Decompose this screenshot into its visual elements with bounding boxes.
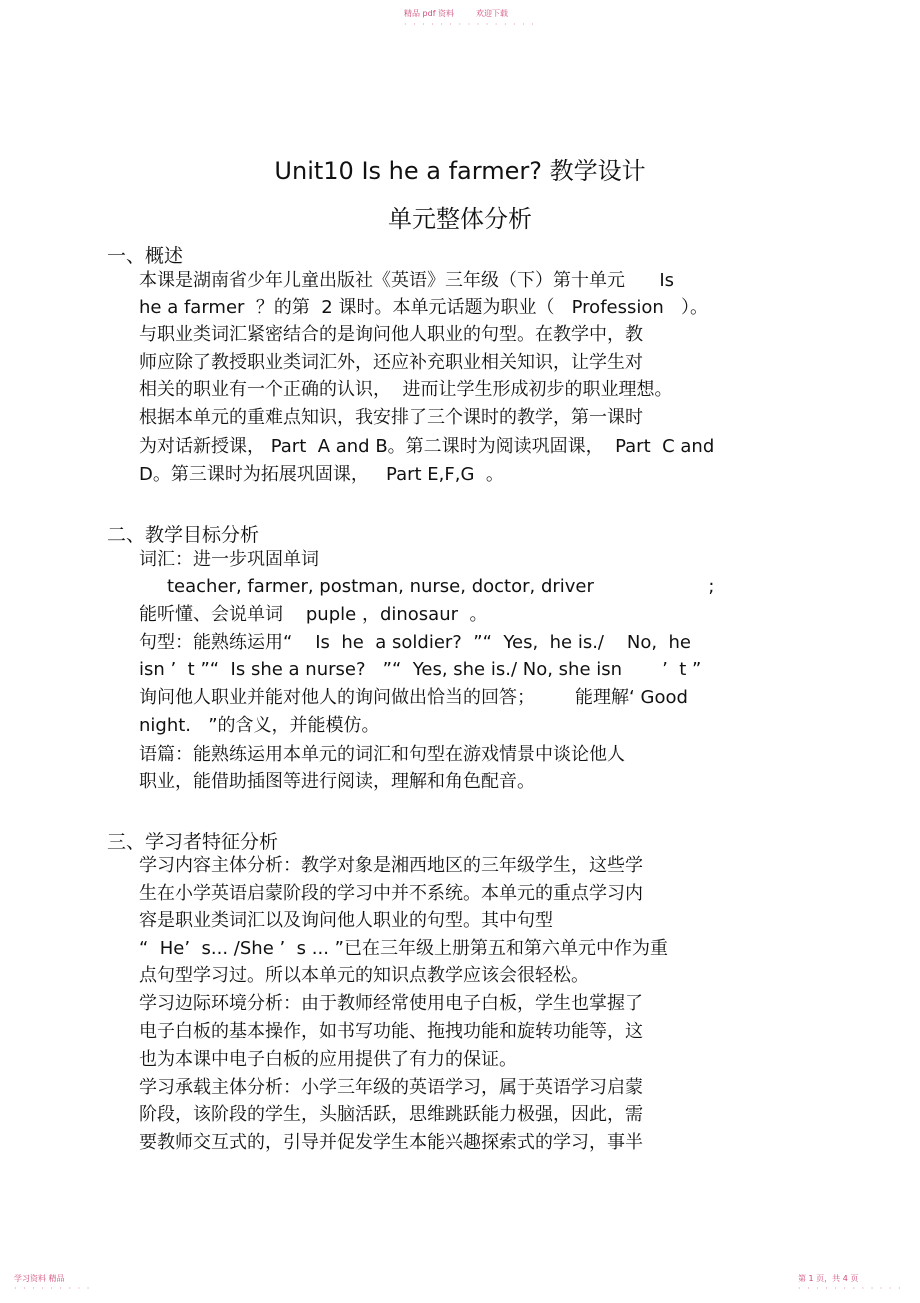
page-title: Unit10 Is he a farmer? 教学设计 [274, 157, 646, 185]
header-left-text: 精品 pdf 资料 [404, 9, 455, 18]
paragraph-line: 职业，能借助插图等进行阅读，理解和角色配音。 [139, 771, 535, 792]
header-dotted-rule: · · · · · · · · · · · · · · · [404, 20, 536, 29]
paragraph-line: 电子白板的基本操作，如书写功能、拖拽功能和旋转功能等，这 [139, 1021, 643, 1042]
paragraph-line: D。第三课时为拓展巩固课， Part E,F,G 。 [139, 464, 504, 485]
section-heading-overview: 一、概述 [107, 245, 184, 267]
paragraph-line: night. ”的含义，并能模仿。 [139, 715, 380, 736]
paragraph-line: 学习边际环境分析：由于教师经常使用电子白板，学生也掌握了 [139, 993, 643, 1014]
page-subtitle: 单元整体分析 [388, 205, 532, 233]
paragraph-line: 也为本课中电子白板的应用提供了有力的保证。 [139, 1049, 517, 1070]
paragraph-line: 询问他人职业并能对他人的询问做出恰当的回答； 能理解‘ Good [139, 687, 688, 708]
section-heading-objectives: 二、教学目标分析 [107, 524, 260, 546]
paragraph-line: 点句型学习过。所以本单元的知识点教学应该会很轻松。 [139, 965, 589, 986]
footer-page-number: 第 1 页，共 4 页 [798, 1274, 859, 1283]
paragraph-line: 学习内容主体分析：教学对象是湘西地区的三年级学生，这些学 [139, 855, 643, 876]
paragraph-line: 相关的职业有一个正确的认识， 进而让学生形成初步的职业理想。 [139, 379, 673, 400]
paragraph-line: 生在小学英语启蒙阶段的学习中并不系统。本单元的重点学习内 [139, 883, 643, 904]
vocabulary-word-list: teacher, farmer, postman, nurse, doctor, driver ; [167, 576, 715, 597]
paragraph-line: 为对话新授课， Part A and B。第二课时为阅读巩固课， Part C and [139, 436, 715, 457]
paragraph-line: 句型：能熟练运用“ Is he a soldier? ”“ Yes, he is./ No, he [139, 632, 692, 653]
paragraph-line: “ He’ s... /She ’ s ... ”已在三年级上册第五和第六单元中作为重 [139, 938, 668, 959]
paragraph-line: 与职业类词汇紧密结合的是询问他人职业的句型。在教学中，教 [139, 324, 643, 345]
footer-left-text: 学习资料 精品 [14, 1274, 65, 1283]
header-right-text: 欢迎下载 [476, 9, 508, 18]
paragraph-line: he a farmer ？的第 2 课时。本单元话题为职业（ Profession ）。 [139, 297, 708, 318]
paragraph-line: isn ’ t ”“ Is she a nurse? ”“ Yes, she is./ No, she isn ’ t ” [139, 659, 702, 680]
paragraph-line: 阶段，该阶段的学生，头脑活跃，思维跳跃能力极强，因此，需 [139, 1104, 643, 1125]
section-heading-learner-analysis: 三、学习者特征分析 [107, 831, 279, 853]
footer-left-dotted-rule: · · · · · · · · · [14, 1284, 92, 1293]
paragraph-line: 容是职业类词汇以及询问他人职业的句型。其中句型 [139, 910, 553, 931]
paragraph-line: 本课是湖南省少年儿童出版社《英语》三年级（下）第十单元 Is [139, 270, 675, 291]
paragraph-line: 要教师交互式的，引导并促发学生本能兴趣探索式的学习，事半 [139, 1132, 643, 1153]
paragraph-line: 语篇：能熟练运用本单元的词汇和句型在游戏情景中谈论他人 [139, 744, 625, 765]
paragraph-line: 师应除了教授职业类词汇外，还应补充职业相关知识，让学生对 [139, 352, 643, 373]
footer-right-dotted-rule: · · · · · · · · · · · · [798, 1284, 903, 1293]
paragraph-line: 根据本单元的重难点知识，我安排了三个课时的教学，第一课时 [139, 407, 643, 428]
paragraph-line: 词汇：进一步巩固单词 [139, 549, 319, 570]
paragraph-line: 能听懂、会说单词 puple ，dinosaur 。 [139, 604, 488, 625]
paragraph-line: 学习承载主体分析：小学三年级的英语学习，属于英语学习启蒙 [139, 1077, 643, 1098]
